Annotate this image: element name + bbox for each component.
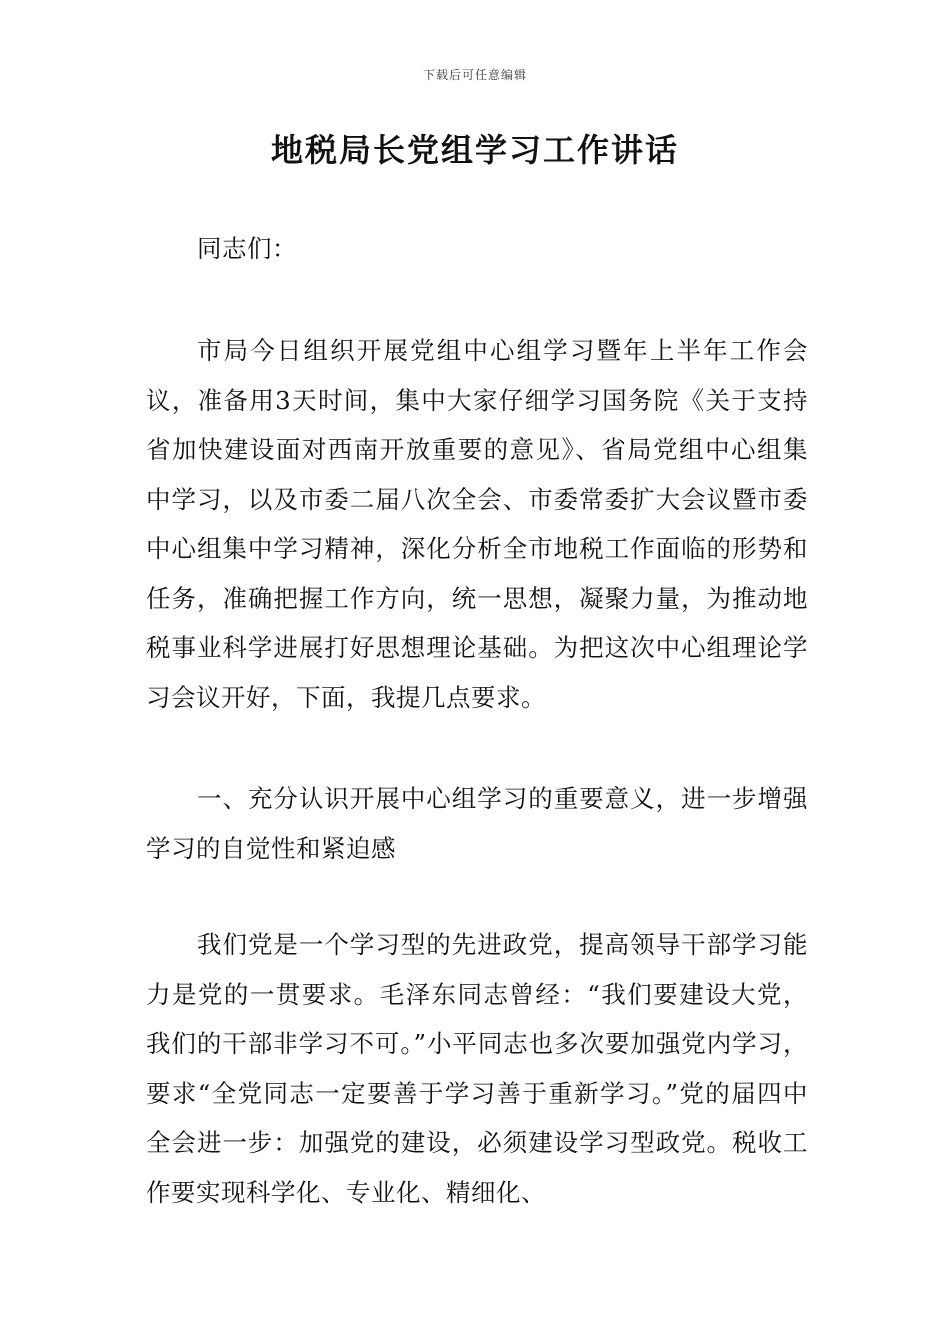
header-note: 下载后可任意编辑 <box>422 68 527 82</box>
paragraph-1: 市局今日组织开展党组中心组学习暨年上半年工作会议，准备用3天时间，集中大家仔细学习国务院《关于支持省加快建设面对西南开放重要的意见》、省局党组中心组集中学习，以及市委二届八次全会、市委常委扩大会议暨市委中心组集中学习精神，深化分析全市地税工作面临的形势和任务，准确把握工作方向，统一思想，凝聚力量，为推动地税事业科学进展打好思想理论基础。为把这次中心组理论学习会议开好，下面，我提几点要求。 <box>146 336 808 712</box>
document-title: 地税局长党组学习工作讲话 <box>270 131 679 169</box>
paragraph-2: 我们党是一个学习型的先进政党，提高领导干部学习能力是党的一贯要求。毛泽东同志曾经：“我们要建设大党，我们的干部非学习不可。”小平同志也多次要加强党内学习，要求“全党同志一定要善于学习善于重新学习。”党的届四中全会进一步：加强党的建设，必须建设学习型政党。税收工作要实现科学化、专业化、精细化、 <box>146 930 808 1207</box>
salutation: 同志们： <box>197 234 297 263</box>
section-heading-1: 一、充分认识开展中心组学习的重要意义，进一步增强学习的自觉性和紧迫感 <box>146 784 808 863</box>
